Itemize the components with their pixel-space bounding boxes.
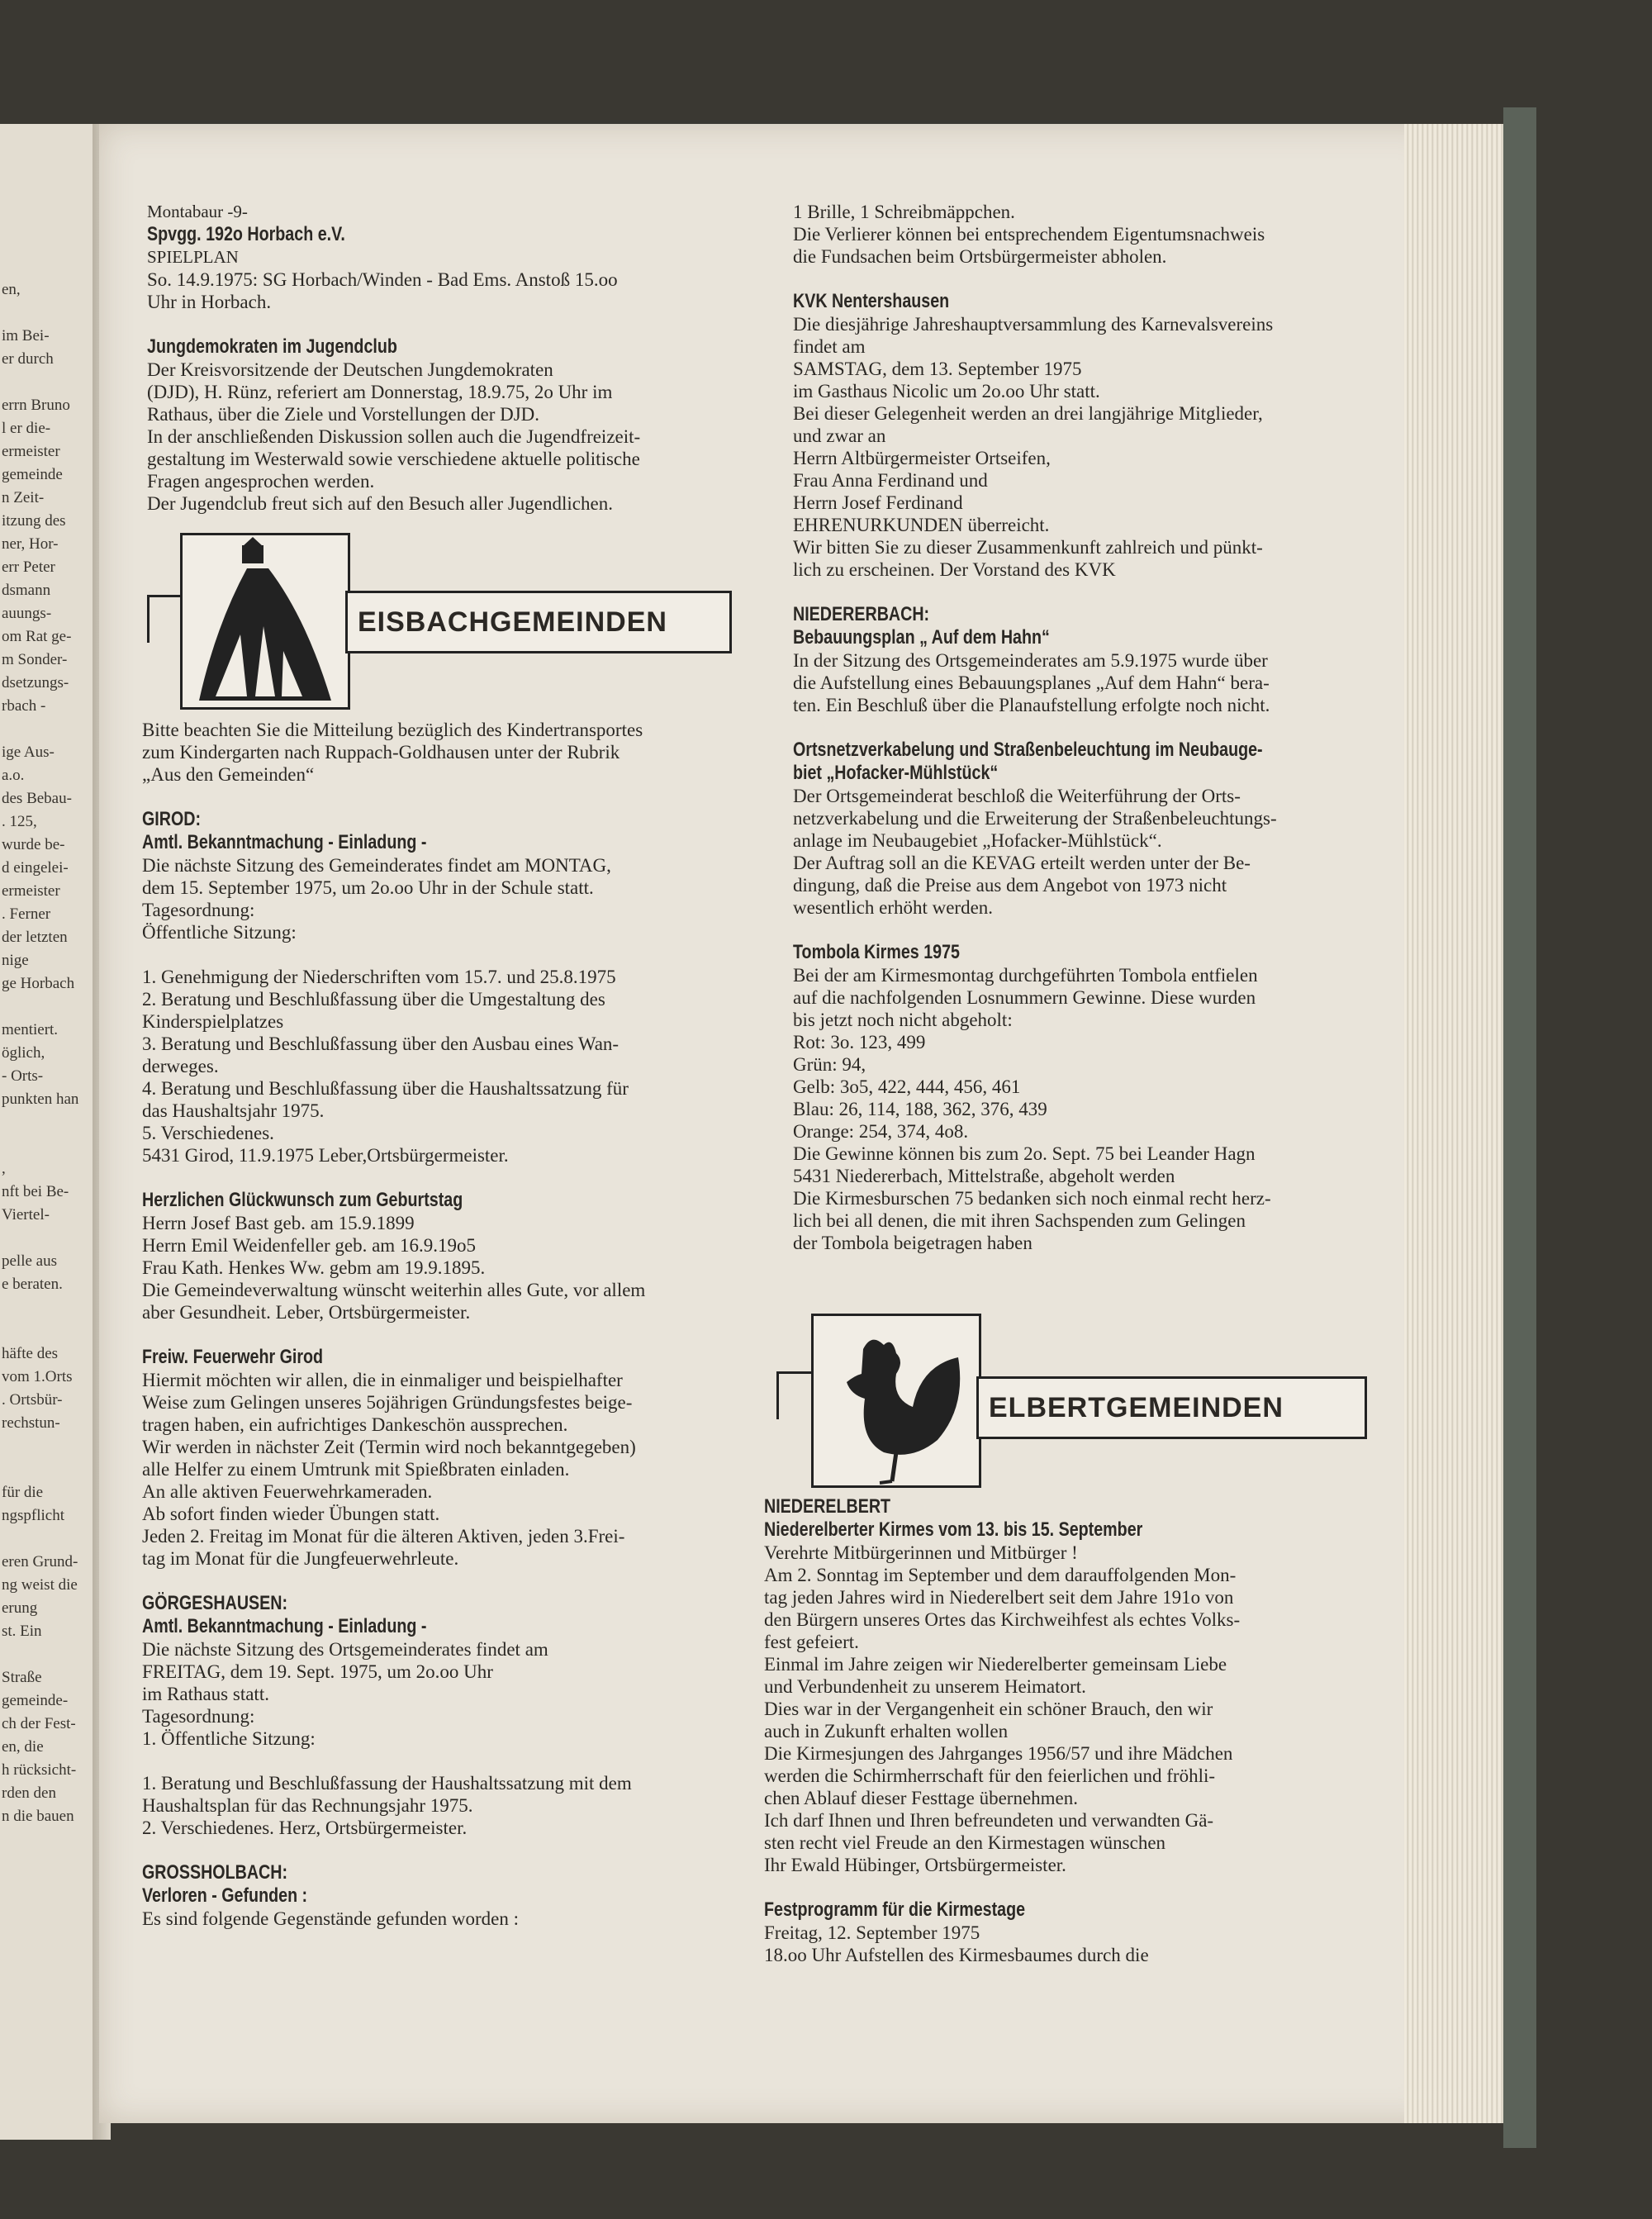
text-line: 3. Beratung und Beschlußfassung über den Ausbau eines Wan- — [142, 1033, 620, 1054]
left-page-fragment-line: gemeinde — [2, 466, 63, 483]
section-heading: Spvgg. 192o Horbach e.V. — [147, 223, 345, 245]
left-page-fragment-line: err Peter — [2, 558, 55, 576]
text-line — [142, 1570, 770, 1592]
column-2-body — [764, 1495, 1392, 1966]
left-page-fragment-line: , — [2, 1160, 6, 1177]
text-line: 2. Verschiedenes. Herz, Ortsbürgermeister. — [142, 1817, 468, 1838]
text-line: Blau: 26, 114, 188, 362, 376, 439 — [793, 1099, 1047, 1119]
left-page-fragment-line: auungs- — [2, 605, 52, 622]
text-line: dem 15. September 1975, um 2o.oo Uhr in der Schule statt. — [142, 877, 594, 898]
text-line: Die nächste Sitzung des Gemeinderates findet am MONTAG, — [142, 855, 611, 876]
text-line: und zwar an — [793, 425, 886, 446]
text-line: Bei der am Kirmesmontag durchgeführten Tombola entfielen — [793, 965, 1258, 986]
book-cover-edge — [1503, 107, 1536, 2148]
text-line: Herrn Josef Bast geb. am 15.9.1899 — [142, 1213, 415, 1233]
left-page-fragment-line: des Bebau- — [2, 790, 72, 807]
text-line: Montabaur -9- — [147, 202, 248, 221]
eisbach-banner: EISBACHGEMEINDEN — [345, 591, 732, 653]
left-page-fragment-line: en, die — [2, 1738, 44, 1756]
left-page-fragment-line: rbach - — [2, 697, 46, 715]
text-line: Der Jugendclub freut sich auf den Besuch aller Jugendlichen. — [147, 493, 613, 514]
eisbach-logo-block — [147, 533, 733, 710]
left-page-fragment-line: Viertel- — [2, 1206, 50, 1224]
text-line: 18.oo Uhr Aufstellen des Kirmesbaumes durch die — [764, 1945, 1149, 1965]
text-line: Es sind folgende Gegenstände gefunden worden : — [142, 1908, 520, 1929]
left-page-fragment-line: rechstun- — [2, 1414, 60, 1432]
text-line: Orange: 254, 374, 4o8. — [793, 1121, 969, 1142]
mountain-chapel-icon — [180, 533, 350, 710]
text-line: 5431 Girod, 11.9.1975 Leber,Ortsbürgermeister. — [142, 1145, 509, 1166]
left-page-fragment-line: erung — [2, 1599, 38, 1617]
text-line: Bitte beachten Sie die Mitteilung bezüglich des Kindertransportes — [142, 720, 643, 740]
section-heading: NIEDERELBERT — [764, 1495, 891, 1518]
left-page-fragment-line: d eingelei- — [2, 859, 69, 877]
left-page-fragment-line: im Bei- — [2, 327, 50, 344]
text-line: Fragen angesprochen werden. — [147, 471, 375, 492]
left-page-fragment-line: mentiert. — [2, 1021, 59, 1038]
text-line: gestaltung im Westerwald sowie verschiedene aktuelle politische — [147, 449, 640, 469]
left-page-fragment-line: punkten han — [2, 1090, 79, 1108]
text-line: lich bei all denen, die mit ihren Sachspenden zum Gelingen — [793, 1210, 1246, 1231]
text-line: Ich darf Ihnen und Ihren befreundeten und verwandten Gä- — [764, 1810, 1214, 1831]
left-page-fragment-line: für die — [2, 1484, 44, 1501]
text-line: Die Gemeindeverwaltung wünscht weiterhin alles Gute, vor allem — [142, 1280, 646, 1300]
left-page-fragment-line: n die bauen — [2, 1808, 74, 1825]
text-line: 2. Beratung und Beschlußfassung über die Umgestaltung des — [142, 989, 605, 1010]
text-line: alle Helfer zu einem Umtrunk mit Spießbraten einladen. — [142, 1459, 570, 1480]
text-line: 1 Brille, 1 Schreibmäppchen. — [793, 202, 1015, 222]
section-heading: biet „Hofacker-Mühlstück“ — [793, 762, 999, 784]
text-line: In der Sitzung des Ortsgemeinderates am 5.9.1975 wurde über — [793, 650, 1268, 671]
text-line: tag jeden Jahres wird in Niederelbert seit dem Jahre 191o von — [764, 1587, 1234, 1608]
left-page-fragment-line: errn Bruno — [2, 397, 70, 414]
logo-bracket-left — [147, 595, 150, 643]
text-line: Der Ortsgemeinderat beschloß die Weiterführung der Orts- — [793, 786, 1241, 806]
left-page-fragment-line: ngspflicht — [2, 1507, 64, 1524]
left-page-fragment-line: rden den — [2, 1784, 56, 1802]
text-line: Die nächste Sitzung des Ortsgemeinderates findet am — [142, 1639, 548, 1660]
text-line: 1. Öffentliche Sitzung: — [142, 1728, 316, 1749]
text-line: auch in Zukunft erhalten wollen — [764, 1721, 1009, 1741]
left-page-fragment-line: om Rat ge- — [2, 628, 72, 645]
text-line: Ab sofort finden wieder Übungen statt. — [142, 1504, 440, 1524]
left-page-fragment-line: eren Grund- — [2, 1553, 78, 1570]
section-heading: Tombola Kirmes 1975 — [793, 941, 960, 963]
text-line: Wir bitten Sie zu dieser Zusammenkunft zahlreich und pünkt- — [793, 537, 1263, 558]
left-page-fragment-line: nige — [2, 952, 29, 969]
elbert-banner: ELBERTGEMEINDEN — [976, 1376, 1367, 1439]
text-line: 1. Genehmigung der Niederschriften vom 15.7. und 25.8.1975 — [142, 967, 616, 987]
text-line: Die Verlierer können bei entsprechendem Eigentumsnachweis — [793, 224, 1265, 245]
left-page-fragment-line: dsetzungs- — [2, 674, 69, 691]
text-line: Herrn Josef Ferdinand — [793, 492, 963, 513]
text-line: Kinderspielplatzes — [142, 1011, 284, 1032]
left-page-fragment-line: gemeinde- — [2, 1692, 69, 1709]
left-page-fragment-line: Straße — [2, 1669, 42, 1686]
left-page-fragment-line: st. Ein — [2, 1623, 42, 1640]
left-page-fragment-line: ner, Hor- — [2, 535, 59, 553]
text-line — [793, 268, 1388, 290]
text-line: wesentlich erhöht werden. — [793, 897, 994, 918]
text-line — [147, 313, 775, 335]
left-page-fragment-line: . 125, — [2, 813, 37, 830]
text-line: 4. Beratung und Beschlußfassung über die Haushaltssatzung für — [142, 1078, 629, 1099]
column-2-top — [793, 201, 1388, 1254]
text-line: Jeden 2. Freitag im Monat für die älteren Aktiven, jeden 3.Frei- — [142, 1526, 625, 1547]
text-line: Der Auftrag soll an die KEVAG erteilt werden unter der Be- — [793, 853, 1251, 873]
section-heading: KVK Nentershausen — [793, 290, 950, 312]
text-line: findet am — [793, 336, 866, 357]
text-line: Dies war in der Vergangenheit ein schöner Brauch, den wir — [764, 1699, 1213, 1719]
section-heading: GROSSHOLBACH: — [142, 1861, 288, 1884]
left-page-fragment-line: der letzten — [2, 929, 68, 946]
left-page-fragment-line: er durch — [2, 350, 54, 368]
text-line: Frau Anna Ferdinand und — [793, 470, 988, 491]
text-line — [793, 581, 1388, 603]
text-line — [793, 716, 1388, 739]
text-line: ten. Ein Beschluß über die Planaufstellung erfolgte noch nicht. — [793, 695, 1270, 715]
section-heading: GÖRGESHAUSEN: — [142, 1592, 288, 1614]
left-page-fragment-line: . Ferner — [2, 905, 51, 923]
section-heading: Niederelberter Kirmes vom 13. bis 15. September — [764, 1518, 1143, 1541]
text-line: Weise zum Gelingen unseres 5ojährigen Gründungsfestes beige- — [142, 1392, 633, 1413]
text-line: und Verbundenheit zu unserem Heimatort. — [764, 1676, 1086, 1697]
text-line — [793, 919, 1388, 941]
text-line: Freitag, 12. September 1975 — [764, 1922, 980, 1943]
text-line: im Rathaus statt. — [142, 1684, 269, 1704]
left-page-fragment-line: en, — [2, 281, 21, 298]
text-line: FREITAG, dem 19. Sept. 1975, um 2o.oo Uhr — [142, 1661, 493, 1682]
text-line: Tagesordnung: — [142, 1706, 255, 1727]
text-line: Tagesordnung: — [142, 900, 255, 920]
text-line — [142, 943, 770, 966]
text-line: derweges. — [142, 1056, 219, 1076]
text-line: Grün: 94, — [793, 1054, 866, 1075]
logo-bracket-top — [147, 595, 180, 597]
left-page-fragment-line: ge Horbach — [2, 975, 75, 992]
text-line: Frau Kath. Henkes Ww. gebm am 19.9.1895. — [142, 1257, 486, 1278]
text-line: der Tombola beigetragen haben — [793, 1233, 1032, 1253]
text-line: im Gasthaus Nicolic um 2o.oo Uhr statt. — [793, 381, 1100, 402]
left-page-fragment-line: nft bei Be- — [2, 1183, 69, 1200]
left-page-fragment-line: a.o. — [2, 767, 25, 784]
left-page-fragment-line: öglich, — [2, 1044, 45, 1062]
elbert-logo-block — [776, 1314, 1371, 1487]
section-heading: Bebauungsplan „ Auf dem Hahn“ — [793, 626, 1050, 649]
left-page-fragment-line: - Orts- — [2, 1067, 44, 1085]
left-page-fragment-line: ch der Fest- — [2, 1715, 76, 1732]
text-line: Die Kirmesjungen des Jahrganges 1956/57 und ihre Mädchen — [764, 1743, 1233, 1764]
section-heading: Amtl. Bekanntmachung - Einladung - — [142, 1615, 427, 1637]
section-heading: Festprogramm für die Kirmestage — [764, 1898, 1026, 1921]
text-line: netzverkabelung und die Erweiterung der Straßenbeleuchtungs- — [793, 808, 1277, 829]
text-line: bis jetzt noch nicht abgeholt: — [793, 1010, 1013, 1030]
text-line: Ihr Ewald Hübinger, Ortsbürgermeister. — [764, 1855, 1066, 1875]
left-page-fragment-line: ng weist die — [2, 1576, 78, 1594]
section-heading: Jungdemokraten im Jugendclub — [147, 335, 397, 358]
left-page-fragment-line: m Sonder- — [2, 651, 68, 668]
text-line: den Bürgern unseres Ortes das Kirchweihfest als echtes Volks- — [764, 1609, 1241, 1630]
text-line: Rot: 3o. 123, 499 — [793, 1032, 926, 1052]
text-line: tragen haben, ein aufrichtiges Dankeschön aussprechen. — [142, 1414, 568, 1435]
text-line: SAMSTAG, dem 13. September 1975 — [793, 359, 1082, 379]
text-line: SPIELPLAN — [147, 247, 239, 267]
text-line: tag im Monat für die Jungfeuerwehrleute. — [142, 1548, 459, 1569]
page-edges — [1404, 124, 1503, 2123]
section-heading: NIEDERERBACH: — [793, 603, 930, 625]
text-line: Die Gewinne können bis zum 2o. Sept. 75 bei Leander Hagn — [793, 1143, 1256, 1164]
text-line: sten recht viel Freude an den Kirmestagen wünschen — [764, 1832, 1166, 1853]
text-line: EHRENURKUNDEN überreicht. — [793, 515, 1050, 535]
text-line: Rathaus, über die Ziele und Vorstellungen der DJD. — [147, 404, 540, 425]
text-line: dingung, daß die Preise aus dem Angebot von 1973 nicht — [793, 875, 1227, 896]
text-line: Bei dieser Gelegenheit werden an drei langjährige Mitglieder, — [793, 403, 1263, 424]
text-line: zum Kindergarten nach Ruppach-Goldhausen unter der Rubrik — [142, 742, 620, 763]
left-page-fragment-line: dsmann — [2, 582, 51, 599]
left-page-fragment-line: h rücksicht- — [2, 1761, 77, 1779]
text-line — [142, 786, 770, 808]
text-line: In der anschließenden Diskussion sollen auch die Jugendfreizeit- — [147, 426, 641, 447]
text-line: An alle aktiven Feuerwehrkameraden. — [142, 1481, 433, 1502]
text-line: Uhr in Horbach. — [147, 292, 272, 312]
text-line: auf die nachfolgenden Losnummern Gewinne. Diese wurden — [793, 987, 1256, 1008]
text-line: Die diesjährige Jahreshauptversammlung des Karnevalsvereins — [793, 314, 1274, 335]
text-line — [142, 1750, 770, 1772]
column-1-body — [142, 719, 770, 1930]
text-line: werden die Schirmherrschaft für den feierlichen und fröhli- — [764, 1765, 1216, 1786]
text-line: Verehrte Mitbürgerinnen und Mitbürger ! — [764, 1542, 1078, 1563]
section-heading: Freiw. Feuerwehr Girod — [142, 1346, 324, 1368]
text-line: anlage im Neubaugebiet „Hofacker-Mühlstück“. — [793, 830, 1162, 851]
text-line: (DJD), H. Rünz, referiert am Donnerstag, 18.9.75, 2o Uhr im — [147, 382, 613, 402]
section-heading: GIROD: — [142, 808, 202, 830]
text-line: lich zu erscheinen. Der Vorstand des KVK — [793, 559, 1116, 580]
text-line: Haushaltsplan für das Rechnungsjahr 1975. — [142, 1795, 473, 1816]
left-page-fragment-line: ermeister — [2, 882, 60, 900]
text-line: Gelb: 3o5, 422, 444, 456, 461 — [793, 1076, 1021, 1097]
left-page-fragment-line: l er die- — [2, 420, 51, 437]
section-heading: Herzlichen Glückwunsch zum Geburtstag — [142, 1189, 463, 1211]
text-line: Einmal im Jahre zeigen wir Niederelberter gemeinsam Liebe — [764, 1654, 1227, 1675]
rooster-icon — [811, 1314, 981, 1488]
left-page-fragment-line: e beraten. — [2, 1276, 63, 1293]
logo-bracket-top-2 — [776, 1371, 811, 1374]
text-line: Die Kirmesburschen 75 bedanken sich noch einmal recht herz- — [793, 1188, 1271, 1209]
text-line: aber Gesundheit. Leber, Ortsbürgermeister. — [142, 1302, 471, 1323]
left-page-fragment-line: n Zeit- — [2, 489, 45, 506]
text-line — [764, 1876, 1392, 1898]
text-line: Wir werden in nächster Zeit (Termin wird noch bekanntgegeben) — [142, 1437, 636, 1457]
left-page-fragment-line: ermeister — [2, 443, 60, 460]
text-line: Öffentliche Sitzung: — [142, 922, 297, 943]
section-heading: Amtl. Bekanntmachung - Einladung - — [142, 831, 427, 853]
text-line — [142, 1167, 770, 1189]
section-heading: Ortsnetzverkabelung und Straßenbeleuchtung im Neubauge- — [793, 739, 1263, 761]
text-line: Hiermit möchten wir allen, die in einmaliger und beispielhafter — [142, 1370, 623, 1390]
text-line: „Aus den Gemeinden“ — [142, 764, 315, 785]
text-line — [142, 1839, 770, 1861]
text-line: Herrn Emil Weidenfeller geb. am 16.9.19o5 — [142, 1235, 476, 1256]
left-page-fragment-line: pelle aus — [2, 1252, 58, 1270]
left-page-fragment-line: ige Aus- — [2, 744, 55, 761]
text-line: chen Ablauf dieser Festtage übernehmen. — [764, 1788, 1079, 1808]
text-line: 5431 Niedererbach, Mittelstraße, abgeholt werden — [793, 1166, 1175, 1186]
text-line — [142, 1323, 770, 1346]
text-line: die Fundsachen beim Ortsbürgermeister abholen. — [793, 246, 1167, 267]
text-line: So. 14.9.1975: SG Horbach/Winden - Bad Ems. Anstoß 15.oo — [147, 269, 618, 290]
text-line: Der Kreisvorsitzende der Deutschen Jungdemokraten — [147, 359, 553, 380]
logo-bracket-left-2 — [776, 1371, 779, 1419]
text-line: fest gefeiert. — [764, 1632, 859, 1652]
column-1-top — [147, 201, 775, 515]
left-page-fragment-line: . Ortsbür- — [2, 1391, 63, 1409]
left-page-fragment-line: wurde be- — [2, 836, 65, 853]
left-page-fragment — [0, 124, 97, 2140]
text-line: 1. Beratung und Beschlußfassung der Haushaltssatzung mit dem — [142, 1773, 632, 1794]
text-line: 5. Verschiedenes. — [142, 1123, 274, 1143]
left-page-fragment-line: häfte des — [2, 1345, 59, 1362]
text-line: die Aufstellung eines Bebauungsplanes „Auf dem Hahn“ bera- — [793, 672, 1270, 693]
text-line: das Haushaltsjahr 1975. — [142, 1100, 325, 1121]
section-heading: Verloren - Gefunden : — [142, 1884, 308, 1907]
text-line: Am 2. Sonntag im September und dem darauffolgenden Mon- — [764, 1565, 1237, 1585]
left-page-fragment-line: itzung des — [2, 512, 66, 530]
text-line: Herrn Altbürgermeister Ortseifen, — [793, 448, 1051, 468]
left-page-fragment-line: vom 1.Orts — [2, 1368, 73, 1385]
